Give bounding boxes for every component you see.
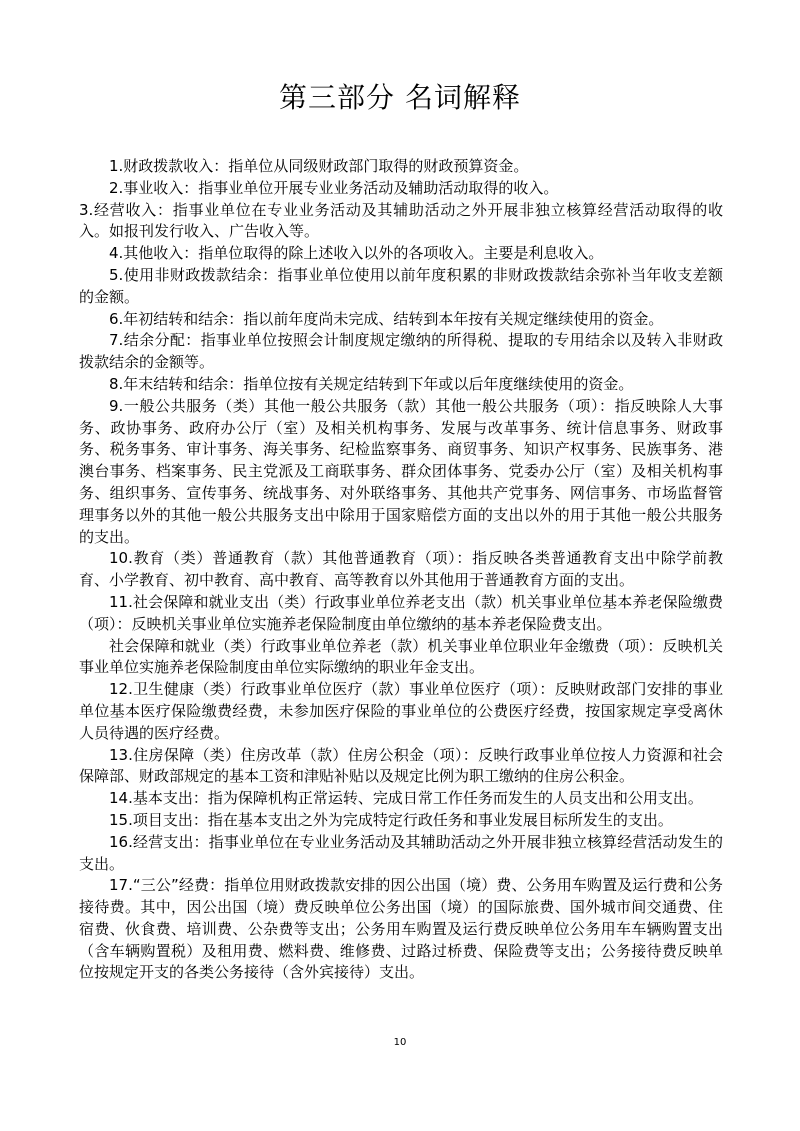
page-number: 10 [393,1037,407,1048]
glossary-item-14: 14.基本支出：指为保障机构正常运转、完成日常工作任务而发生的人员支出和公用支出。 [109,789,703,808]
glossary-item-11-continued: 社会保障和就业（类）行政事业单位养老（款）机关事业单位职业年金缴费（项）：反映机关事业单位实施养老保险制度由单位实际缴纳的职业年金支出。 [79,636,723,677]
glossary-item-8: 8.年末结转和结余：指单位按有关规定结转到下年或以后年度继续使用的资金。 [109,374,634,393]
glossary-item-4: 4.其他收入：指单位取得的除上述收入以外的各项收入。主要是利息收入。 [109,244,604,263]
glossary-item-6: 6.年初结转和结余：指以前年度尚未完成、结转到本年按有关规定继续使用的资金。 [109,309,664,328]
glossary-item-10: 10.教育（类）普通教育（款）其他普通教育（项）：指反映各类普通教育支出中除学前教育、小学教育、初中教育、高中教育、高等教育以外其他用于普通教育方面的支出。 [79,549,723,590]
glossary-item-1: 1.财政拨款收入：指单位从同级财政部门取得的财政预算资金。 [109,157,529,175]
glossary-item-12: 12.卫生健康（类）行政事业单位医疗（款）事业单位医疗（项）：反映财政部门安排的事业单位基本医疗保险缴费经费，未参加医疗保险的事业单位的公费医疗经费，按国家规定享受离休人员待遇的医疗经费。 [79,680,723,742]
glossary-item-3: 3.经营收入：指事业单位在专业业务活动及其辅助活动之外开展非独立核算经营活动取得的收入。如报刊发行收入、广告收入等。 [79,200,723,241]
glossary-item-2: 2.事业收入：指事业单位开展专业业务活动及辅助活动取得的收入。 [109,178,559,197]
glossary-item-17: 17.“三公”经费：指单位用财政拨款安排的因公出国（境）费、公务用车购置及运行费和公务接待费。其中，因公出国（境）费反映单位公务出国（境）的国际旅费、国外城市间交通费、住宿费、伙食费、培训费、公杂费等支出；公务用车购置及运行费反映单位公务用车车辆购置支出（含车辆购置税）及租用费、燃料费、维修费、过路过桥费、保险费等支出；公务接待费反映单位按规定开支的各类公务接待（含外宾接待）支出。 [79,876,723,982]
glossary-body [79,156,723,984]
glossary-item-13: 13.住房保障（类）住房改革（款）住房公积金（项）：反映行政事业单位按人力资源和社会保障部、财政部规定的基本工资和津贴补贴以及规定比例为职工缴纳的住房公积金。 [79,745,723,786]
glossary-item-9: 9.一般公共服务（类）其他一般公共服务（款）其他一般公共服务（项）：指反映除人大事务、政协事务、政府办公厅（室）及相关机构事务、发展与改革事务、统计信息事务、财政事务、税务事务、审计事务、海关事务、纪检监察事务、商贸事务、知识产权事务、民族事务、港澳台事务、档案事务、民主党派及工商联事务、群众团体事务、党委办公厅（室）及相关机构事务、组织事务、宣传事务、统战事务、对外联络事务、其他共产党事务、网信事务、市场监督管理事务以外的其他一般公共服务支出中除用于国家赔偿方面的支出以外的用于其他一般公共服务的支出。 [79,396,723,546]
glossary-item-15: 15.项目支出：指在基本支出之外为完成特定行政任务和事业发展目标所发生的支出。 [109,810,673,829]
page-title: 第三部分 名词解释 [279,81,521,114]
glossary-item-5: 5.使用非财政拨款结余：指事业单位使用以前年度积累的非财政拨款结余弥补当年收支差额的金额。 [79,265,723,306]
glossary-item-7: 7.结余分配：指事业单位按照会计制度规定缴纳的所得税、提取的专用结余以及转入非财政拨款结余的金额等。 [79,331,723,372]
glossary-item-16: 16.经营支出：指事业单位在专业业务活动及其辅助活动之外开展非独立核算经营活动发生的支出。 [79,832,723,873]
glossary-item-11: 11.社会保障和就业支出（类）行政事业单位养老支出（款）机关事业单位基本养老保险缴费（项）：反映机关事业单位实施养老保险制度由单位缴纳的基本养老保险费支出。 [79,592,723,633]
